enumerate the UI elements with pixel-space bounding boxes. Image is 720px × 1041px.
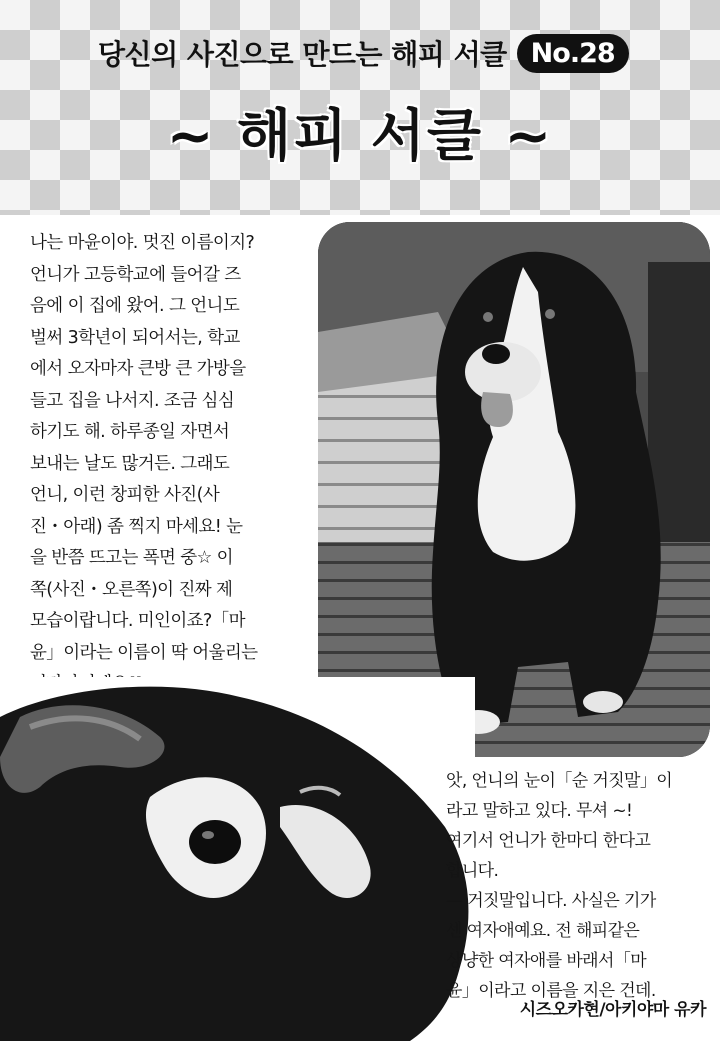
submitter-credit: 시즈오카현/아키야마 유카 — [519, 1000, 706, 1020]
page-title: ~ 해피 서클 ~ — [166, 104, 554, 169]
issue-badge: No.28 — [517, 34, 629, 73]
column-subtitle: 당신의 사진으로 만드는 해피 서클 — [98, 38, 507, 71]
photo-caption: 앗, 언니의 눈이「순 거짓말」이 라고 말하고 있다. 무셔 ~! 여기서 언니가 한마디 한다고 합니다. — 거짓말입니다. 사실은 기가 센 여자애예요. 전 해피같은 상냥한 여자애를 바래서「마 윤」이라고 이름을 지은 건데. — [446, 771, 673, 1001]
column-header — [98, 28, 629, 78]
lying-dog-illustration — [0, 677, 475, 1041]
story-text: 나는 마윤이야. 멋진 이름이지? 언니가 고등학교에 들어갈 즈 음에 이 집에 왔어. 그 언니도 벌써 3학년이 되어서는, 학교 에서 오자마자 큰방 큰 가방을 들고 집을 나서지. 조금 심심 하기도 해. 하루종일 자면서 보내는 날도 많거든. 그래도 언니, 이런 창피한 사진(사 진・아래) 좀 찍지 마세요! 눈 을 반쯤 뜨고는 폭면 중☆ 이 쪽(사진・오른쪽)이 진짜 제 모습이랍니다. 미인이죠?「마 윤」이라는 이름이 딱 어울리는 — [30, 233, 258, 663]
lying-dog-photo — [0, 677, 475, 1041]
